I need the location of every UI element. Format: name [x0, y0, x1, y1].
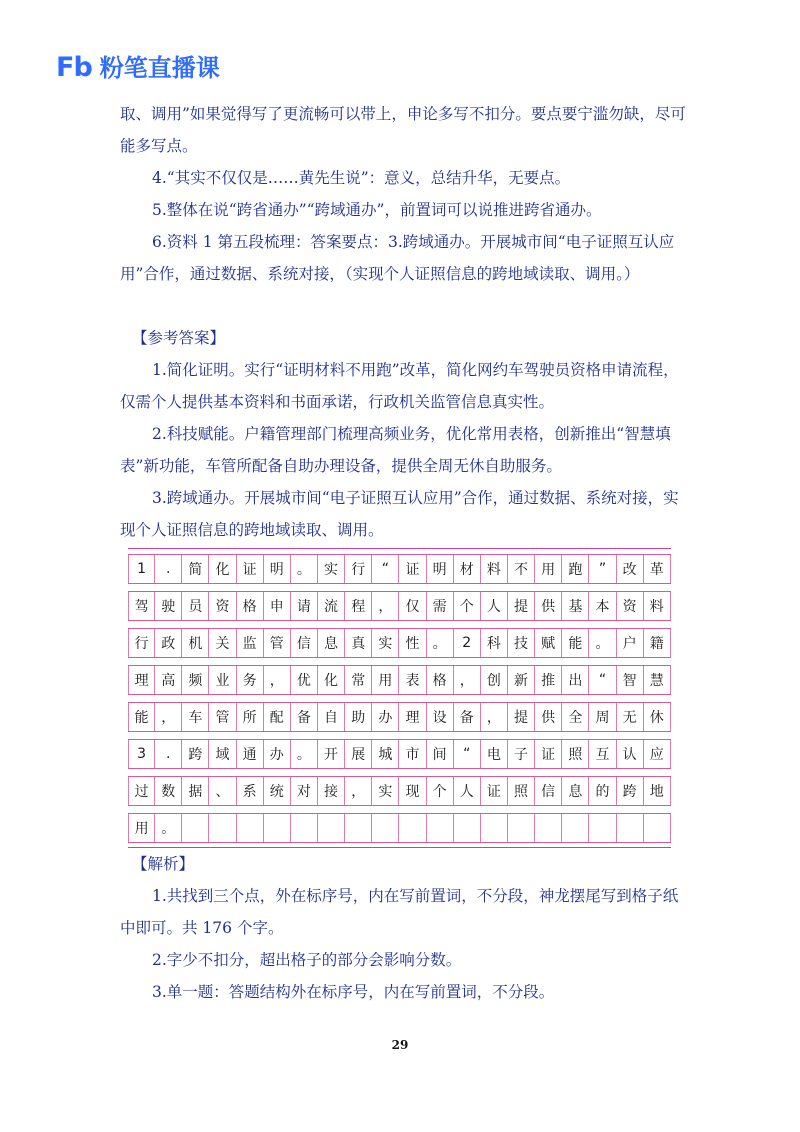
grid-cell: 频 [182, 666, 209, 694]
grid-cell [237, 814, 264, 842]
grid-row [128, 739, 671, 769]
grid-cell: 能 [562, 629, 589, 657]
grid-cell [182, 814, 209, 842]
grid-cell: 。 [291, 555, 318, 583]
grid-cell: 料 [481, 555, 508, 583]
grid-cell: ， [155, 703, 182, 731]
grid-cell: 本 [589, 592, 616, 620]
grid-cell: 证 [399, 555, 426, 583]
grid-cell [454, 814, 481, 842]
grid-cell: 用 [128, 814, 155, 842]
grid-cell: 赋 [535, 629, 562, 657]
grid-cell: ， [345, 777, 372, 805]
grid-cell: 监 [237, 629, 264, 657]
grid-cell: 证 [481, 777, 508, 805]
grid-cell: 备 [454, 703, 481, 731]
grid-cell: 信 [535, 777, 562, 805]
grid-cell [508, 814, 535, 842]
grid-cell: 备 [291, 703, 318, 731]
grid-cell: 个 [427, 777, 454, 805]
grid-cell: 料 [644, 592, 671, 620]
grid-cell: 照 [562, 740, 589, 768]
grid-cell: 资 [617, 592, 644, 620]
grid-cell: 息 [318, 629, 345, 657]
grid-cell [345, 814, 372, 842]
grid-cell: 务 [237, 666, 264, 694]
grid-cell: 办 [372, 703, 399, 731]
grid-cell: 业 [209, 666, 236, 694]
grid-cell [291, 814, 318, 842]
grid-cell [318, 814, 345, 842]
grid-cell: 化 [318, 666, 345, 694]
grid-cell: 周 [589, 703, 616, 731]
grid-cell [562, 814, 589, 842]
grid-cell: 行 [345, 555, 372, 583]
grid-cell: 机 [182, 629, 209, 657]
grid-cell: 管 [264, 629, 291, 657]
grid-cell: 、 [209, 777, 236, 805]
grid-cell: 新 [508, 666, 535, 694]
grid-cell: ， [454, 666, 481, 694]
analysis-paragraph-2: 2.字少不扣分，超出格子的部分会影响分数。 [152, 951, 462, 969]
grid-cell: 通 [237, 740, 264, 768]
answer-paragraph-1: 1.简化证明。实行“证明材料不用跑”改革，简化网约车驾驶员资格申请流程，仅需个人提供基本资料和书面承诺，行政机关监管信息真实性。 [120, 361, 679, 411]
grid-cell: 设 [427, 703, 454, 731]
grid-cell [617, 814, 644, 842]
grid-cell: 理 [128, 666, 155, 694]
grid-cell: ， [481, 703, 508, 731]
grid-cell: “ [372, 555, 399, 583]
answer-heading: 【参考答案】 [132, 329, 226, 347]
grid-cell: ， [264, 666, 291, 694]
grid-cell: 常 [345, 666, 372, 694]
grid-cell: 息 [562, 777, 589, 805]
top-section [120, 98, 692, 546]
analysis-heading: 【解析】 [132, 855, 195, 873]
grid-cell: 地 [644, 777, 671, 805]
grid-cell: 员 [182, 592, 209, 620]
grid-cell: 驾 [128, 592, 155, 620]
grid-cell: 统 [264, 777, 291, 805]
grid-cell: 请 [291, 592, 318, 620]
grid-row [128, 591, 671, 621]
grid-cell: . [155, 740, 182, 768]
grid-cell: 。 [427, 629, 454, 657]
grid-cell: 据 [182, 777, 209, 805]
grid-cell: 户 [617, 629, 644, 657]
grid-cell: 全 [562, 703, 589, 731]
grid-cell: 认 [617, 740, 644, 768]
grid-row [128, 776, 671, 806]
grid-cell: 提 [508, 703, 535, 731]
grid-cell: 真 [345, 629, 372, 657]
grid-cell: 程 [345, 592, 372, 620]
grid-cell: 理 [399, 703, 426, 731]
grid-cell: 无 [617, 703, 644, 731]
grid-cell [481, 814, 508, 842]
grid-cell: 基 [562, 592, 589, 620]
grid-row [128, 665, 671, 695]
grid-cell: 政 [155, 629, 182, 657]
grid-cell: 仅 [399, 592, 426, 620]
grid-cell: 行 [128, 629, 155, 657]
grid-cell: 用 [535, 555, 562, 583]
grid-cell: 自 [318, 703, 345, 731]
grid-cell: 革 [644, 555, 671, 583]
grid-cell [535, 814, 562, 842]
grid-cell: 数 [155, 777, 182, 805]
grid-cell: 材 [454, 555, 481, 583]
grid-cell: 1 [128, 555, 155, 583]
grid-cell: 不 [508, 555, 535, 583]
grid-cell [264, 814, 291, 842]
grid-cell: 能 [128, 703, 155, 731]
grid-cell: 化 [209, 555, 236, 583]
grid-cell: 市 [399, 740, 426, 768]
grid-cell: 接 [318, 777, 345, 805]
grid-cell: 创 [481, 666, 508, 694]
grid-cell: 管 [209, 703, 236, 731]
answer-paragraph-2: 2.科技赋能。户籍管理部门梳理高频业务，优化常用表格，创新推出“智慧填表”新功能，车管所配备自助办理设备，提供全周无休自助服务。 [120, 425, 671, 475]
grid-cell: 2 [454, 629, 481, 657]
grid-cell: 跨 [182, 740, 209, 768]
grid-cell: 过 [128, 777, 155, 805]
grid-cell: 申 [264, 592, 291, 620]
grid-cell: 人 [481, 592, 508, 620]
analysis-section [120, 848, 692, 1008]
grid-cell: 技 [508, 629, 535, 657]
top-paragraph-1: 取、调用”如果觉得写了更流畅可以带上，申论多写不扣分。要点要宁滥勿缺，尽可能多写点。 [120, 105, 686, 155]
grid-cell: 证 [237, 555, 264, 583]
grid-row [128, 702, 671, 732]
grid-cell: 个 [454, 592, 481, 620]
answer-paragraph-3: 3.跨域通办。开展城市间“电子证照互认应用”合作，通过数据、系统对接，实现个人证照信息的跨地域读取、调用。 [120, 489, 679, 539]
grid-cell: 驶 [155, 592, 182, 620]
grid-cell: ” [589, 555, 616, 583]
grid-cell: 。 [589, 629, 616, 657]
grid-cell: 简 [182, 555, 209, 583]
grid-cell: “ [589, 666, 616, 694]
grid-cell: 慧 [644, 666, 671, 694]
grid-cell: 跑 [562, 555, 589, 583]
grid-cell: 应 [644, 740, 671, 768]
grid-cell: 籍 [644, 629, 671, 657]
grid-cell: 系 [237, 777, 264, 805]
grid-cell: 性 [399, 629, 426, 657]
grid-cell: ， [372, 592, 399, 620]
grid-cell: 域 [209, 740, 236, 768]
grid-cell: 推 [535, 666, 562, 694]
grid-row [128, 554, 671, 584]
spacer [120, 290, 692, 322]
grid-cell: 现 [399, 777, 426, 805]
grid-cell [644, 814, 671, 842]
brand-mark-icon: Fb [56, 52, 92, 83]
grid-cell: 跨 [617, 777, 644, 805]
grid-cell: 办 [264, 740, 291, 768]
grid-cell: 照 [508, 777, 535, 805]
grid-cell: 的 [589, 777, 616, 805]
top-paragraph-4: 6.资料 1 第五段梳理：答案要点：3.跨域通办。开展城市间“电子证照互认应用”合作，通过数据、系统对接，（实现个人证照信息的跨地域读取、调用。） [120, 233, 675, 283]
grid-cell: 提 [508, 592, 535, 620]
grid-cell: 优 [291, 666, 318, 694]
grid-cell: 表 [399, 666, 426, 694]
grid-cell: 助 [345, 703, 372, 731]
answer-grid [128, 548, 671, 848]
analysis-paragraph-3: 3.单一题：答题结构外在标序号，内在写前置词，不分段。 [152, 983, 555, 1001]
grid-cell [209, 814, 236, 842]
grid-cell: 人 [454, 777, 481, 805]
grid-cell: 格 [427, 666, 454, 694]
grid-row [128, 628, 671, 658]
grid-cell: 需 [427, 592, 454, 620]
grid-cell: 科 [481, 629, 508, 657]
grid-cell: 车 [182, 703, 209, 731]
brand-logo [56, 54, 220, 81]
grid-cell: 格 [237, 592, 264, 620]
grid-cell: 。 [155, 814, 182, 842]
grid-cell: 高 [155, 666, 182, 694]
grid-cell: 供 [535, 592, 562, 620]
grid-cell: 。 [291, 740, 318, 768]
grid-cell: 对 [291, 777, 318, 805]
grid-cell: 城 [372, 740, 399, 768]
grid-cell: 明 [427, 555, 454, 583]
grid-cell: 实 [372, 777, 399, 805]
grid-cell [589, 814, 616, 842]
brand-name: 粉笔直播课 [99, 53, 220, 82]
grid-cell: . [155, 555, 182, 583]
grid-cell: 3 [128, 740, 155, 768]
grid-cell: 关 [209, 629, 236, 657]
grid-cell: 资 [209, 592, 236, 620]
grid-cell: 配 [264, 703, 291, 731]
grid-cell: 子 [508, 740, 535, 768]
grid-cell: 电 [481, 740, 508, 768]
grid-cell: 智 [617, 666, 644, 694]
page-number: 29 [391, 1038, 409, 1052]
grid-cell: 实 [372, 629, 399, 657]
top-paragraph-2: 4.“其实不仅仅是……黄先生说”：意义，总结升华，无要点。 [152, 169, 571, 187]
grid-cell: 开 [318, 740, 345, 768]
grid-cell [372, 814, 399, 842]
grid-cell: 间 [427, 740, 454, 768]
grid-cell: “ [454, 740, 481, 768]
grid-cell: 明 [264, 555, 291, 583]
grid-cell: 实 [318, 555, 345, 583]
analysis-paragraph-1: 1.共找到三个点，外在标序号，内在写前置词，不分段，神龙摆尾写到格子纸中即可。共 176 个字。 [120, 887, 679, 937]
grid-cell: 证 [535, 740, 562, 768]
grid-cell: 改 [617, 555, 644, 583]
grid-cell: 流 [318, 592, 345, 620]
grid-cell [399, 814, 426, 842]
grid-cell [427, 814, 454, 842]
top-paragraph-3: 5.整体在说“跨省通办”“跨域通办”，前置词可以说推进跨省通办。 [152, 201, 602, 219]
grid-cell: 互 [589, 740, 616, 768]
grid-cell: 信 [291, 629, 318, 657]
grid-cell: 休 [644, 703, 671, 731]
grid-cell: 用 [372, 666, 399, 694]
grid-cell: 供 [535, 703, 562, 731]
grid-row [128, 813, 671, 843]
grid-cell: 所 [237, 703, 264, 731]
grid-cell: 展 [345, 740, 372, 768]
grid-cell: 出 [562, 666, 589, 694]
